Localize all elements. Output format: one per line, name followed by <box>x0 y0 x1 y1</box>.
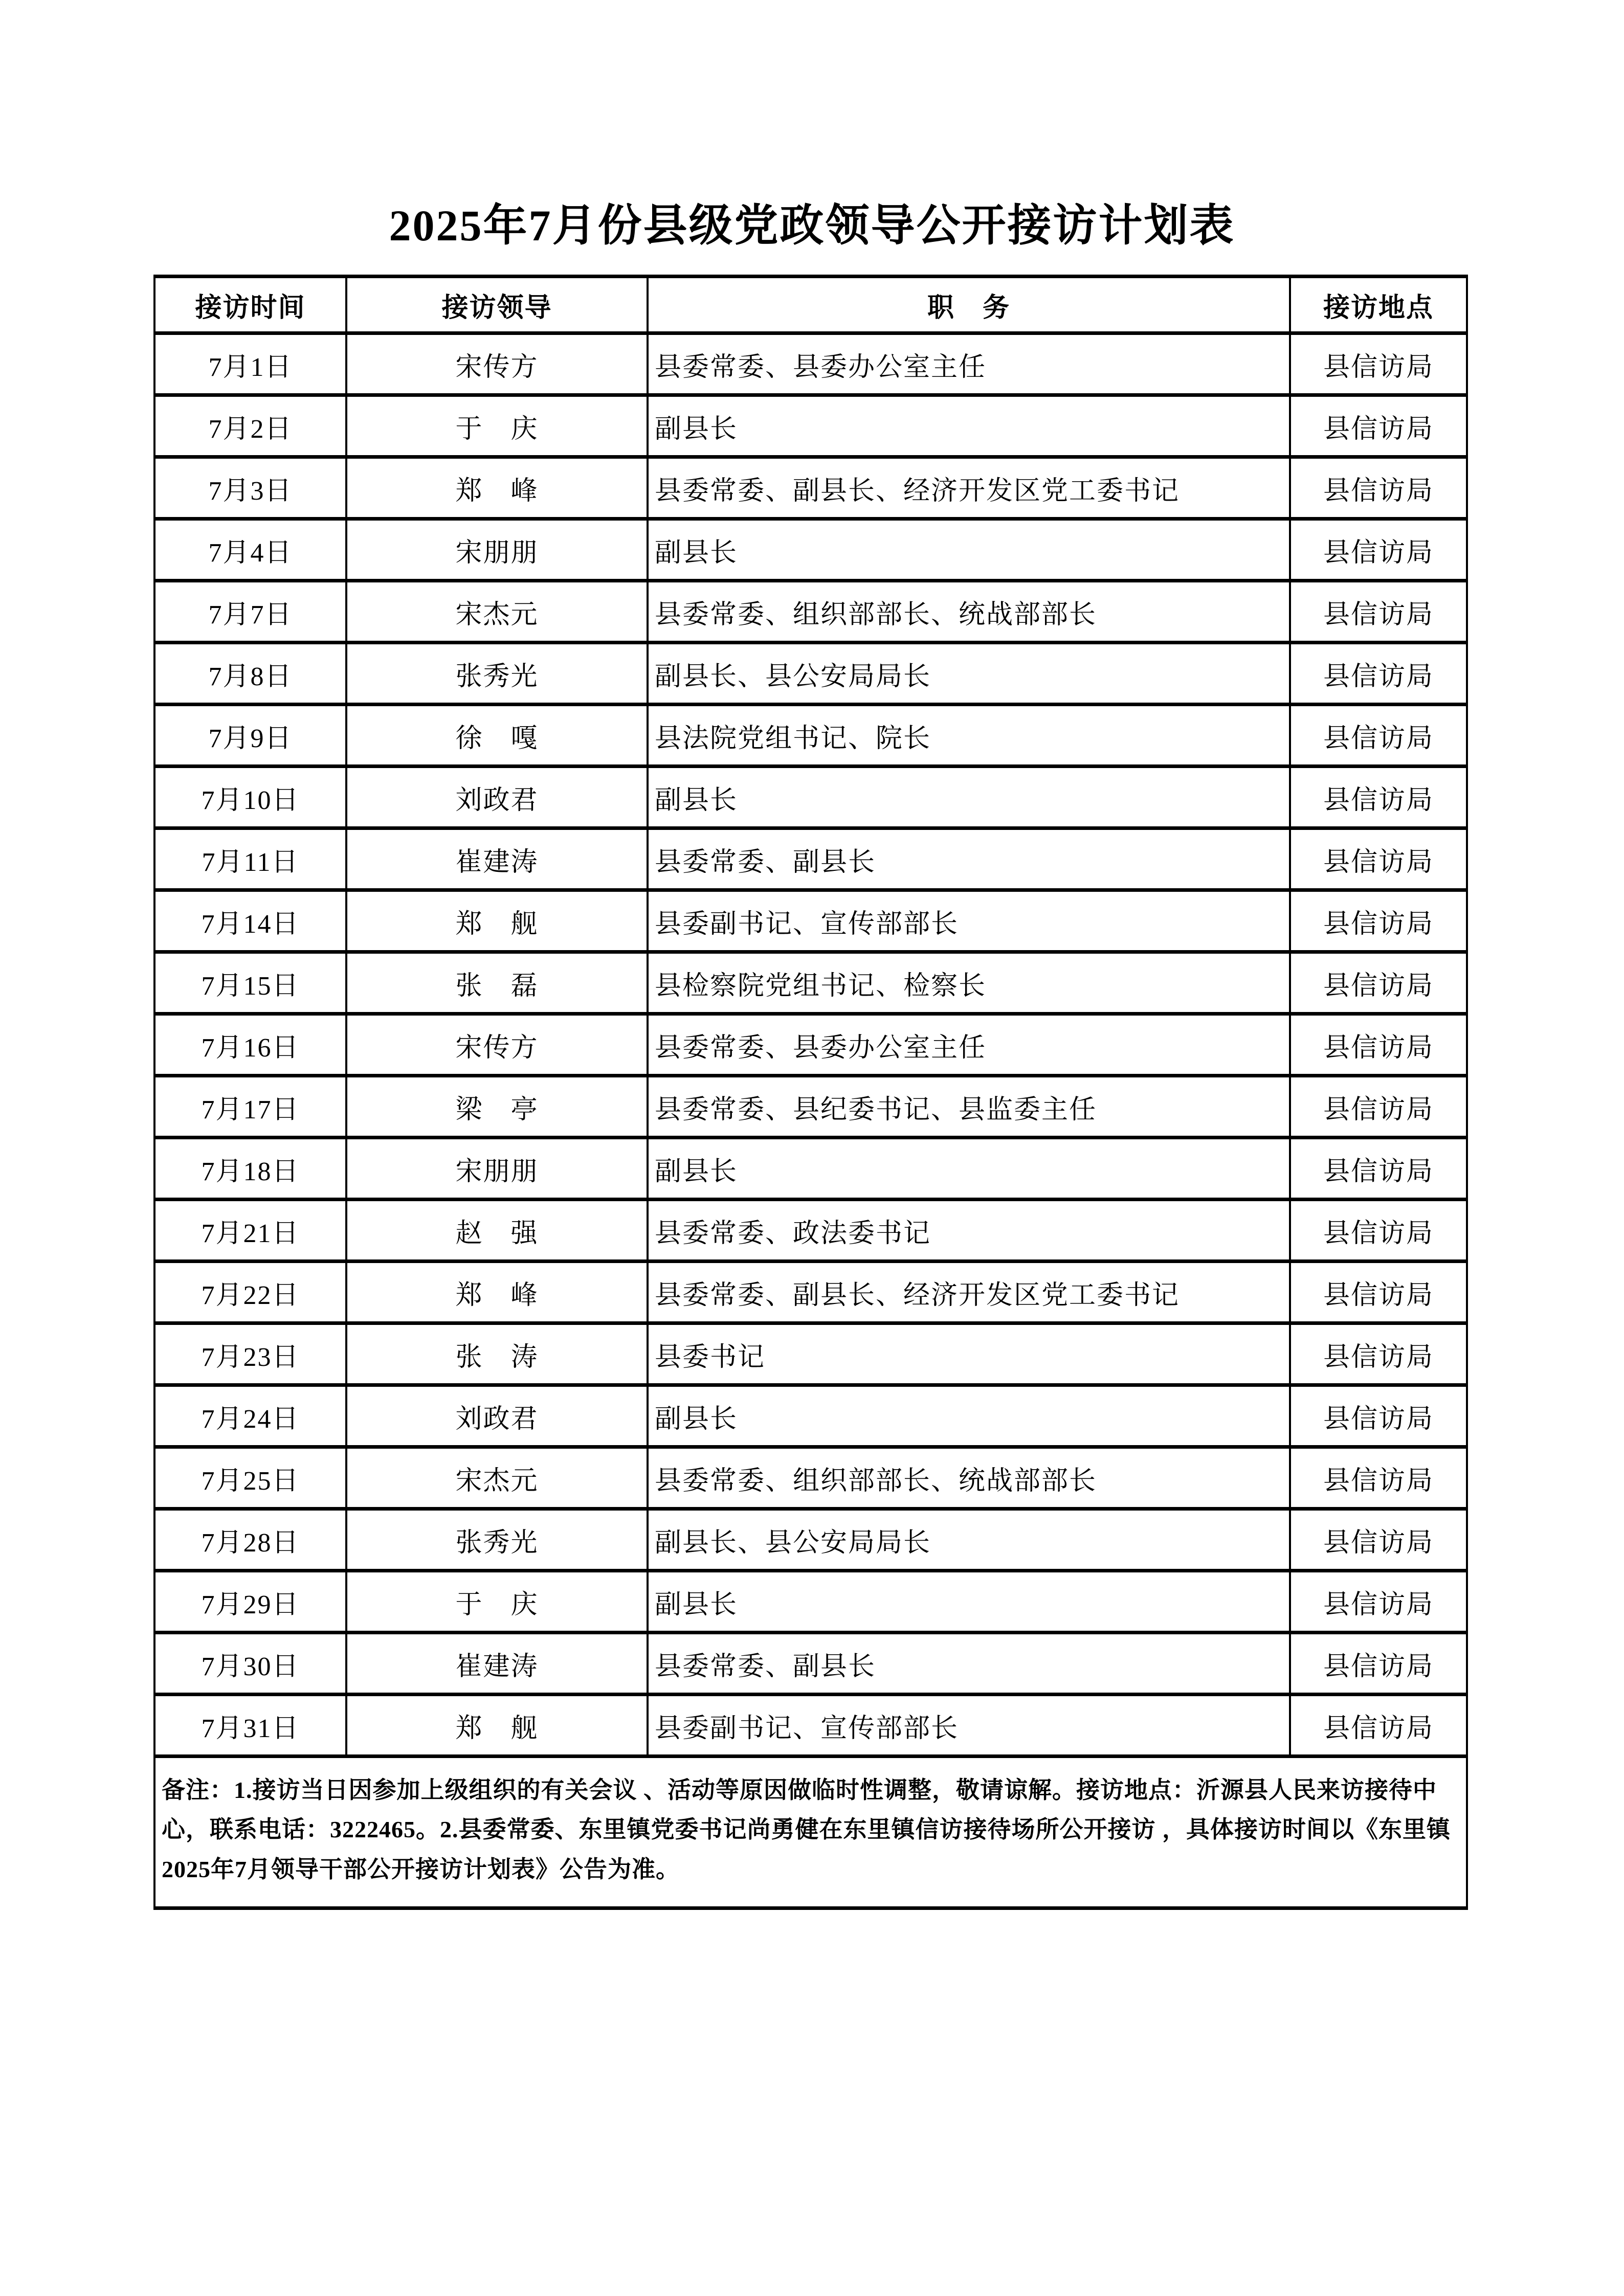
table-row <box>154 1571 1467 1633</box>
header-visit-time: 接访时间 <box>154 277 346 333</box>
cell-date: 7月29日 <box>154 1571 346 1633</box>
cell-location: 县信访局 <box>1290 581 1467 643</box>
cell-location: 县信访局 <box>1290 457 1467 519</box>
cell-leader: 宋杰元 <box>346 1447 648 1509</box>
cell-position: 县委常委、副县长、经济开发区党工委书记 <box>648 457 1290 519</box>
cell-date: 7月21日 <box>154 1200 346 1262</box>
cell-location: 县信访局 <box>1290 1200 1467 1262</box>
cell-location: 县信访局 <box>1290 890 1467 952</box>
cell-position: 副县长 <box>648 395 1290 457</box>
table-row <box>154 1262 1467 1323</box>
table-row <box>154 1695 1467 1757</box>
header-row <box>154 277 1467 333</box>
cell-location: 县信访局 <box>1290 1447 1467 1509</box>
cell-leader: 宋杰元 <box>346 581 648 643</box>
table-row <box>154 519 1467 581</box>
cell-date: 7月30日 <box>154 1633 346 1695</box>
cell-location: 县信访局 <box>1290 395 1467 457</box>
cell-position: 县委副书记、宣传部部长 <box>648 890 1290 952</box>
cell-position: 县委常委、副县长 <box>648 828 1290 890</box>
cell-position: 县委常委、组织部部长、统战部部长 <box>648 581 1290 643</box>
cell-location: 县信访局 <box>1290 705 1467 767</box>
cell-location: 县信访局 <box>1290 1076 1467 1138</box>
cell-location: 县信访局 <box>1290 1262 1467 1323</box>
cell-position: 县委常委、政法委书记 <box>648 1200 1290 1262</box>
cell-leader: 郑 舰 <box>346 890 648 952</box>
cell-location: 县信访局 <box>1290 952 1467 1014</box>
table-row <box>154 1633 1467 1695</box>
table-row <box>154 1509 1467 1571</box>
cell-date: 7月7日 <box>154 581 346 643</box>
table-row <box>154 333 1467 395</box>
cell-leader: 郑 舰 <box>346 1695 648 1757</box>
cell-location: 县信访局 <box>1290 519 1467 581</box>
table-row <box>154 1323 1467 1385</box>
cell-leader: 宋朋朋 <box>346 519 648 581</box>
cell-date: 7月23日 <box>154 1323 346 1385</box>
cell-date: 7月11日 <box>154 828 346 890</box>
table-row <box>154 457 1467 519</box>
cell-date: 7月28日 <box>154 1509 346 1571</box>
cell-leader: 张 磊 <box>346 952 648 1014</box>
cell-location: 县信访局 <box>1290 643 1467 705</box>
cell-leader: 梁 亭 <box>346 1076 648 1138</box>
cell-leader: 崔建涛 <box>346 1633 648 1695</box>
cell-position: 县委常委、副县长 <box>648 1633 1290 1695</box>
cell-position: 副县长 <box>648 767 1290 828</box>
cell-position: 副县长、县公安局局长 <box>648 643 1290 705</box>
cell-location: 县信访局 <box>1290 767 1467 828</box>
cell-leader: 崔建涛 <box>346 828 648 890</box>
table-row <box>154 1200 1467 1262</box>
table-row <box>154 828 1467 890</box>
cell-location: 县信访局 <box>1290 828 1467 890</box>
cell-location: 县信访局 <box>1290 1323 1467 1385</box>
schedule-table-body <box>154 333 1467 1757</box>
cell-position: 副县长 <box>648 519 1290 581</box>
cell-position: 县检察院党组书记、检察长 <box>648 952 1290 1014</box>
table-row <box>154 643 1467 705</box>
cell-position: 副县长 <box>648 1571 1290 1633</box>
cell-leader: 宋传方 <box>346 1014 648 1076</box>
cell-position: 县委常委、县委办公室主任 <box>648 333 1290 395</box>
cell-position: 县委常委、县委办公室主任 <box>648 1014 1290 1076</box>
table-row <box>154 767 1467 828</box>
cell-location: 县信访局 <box>1290 333 1467 395</box>
page-title: 2025年7月份县级党政领导公开接访计划表 <box>389 201 1235 250</box>
cell-location: 县信访局 <box>1290 1014 1467 1076</box>
cell-position: 县委书记 <box>648 1323 1290 1385</box>
cell-date: 7月1日 <box>154 333 346 395</box>
cell-date: 7月3日 <box>154 457 346 519</box>
cell-position: 副县长 <box>648 1385 1290 1447</box>
cell-date: 7月9日 <box>154 705 346 767</box>
cell-position: 县委常委、县纪委书记、县监委主任 <box>648 1076 1290 1138</box>
cell-date: 7月4日 <box>154 519 346 581</box>
cell-leader: 刘政君 <box>346 767 648 828</box>
cell-date: 7月18日 <box>154 1138 346 1200</box>
table-row <box>154 1447 1467 1509</box>
cell-date: 7月8日 <box>154 643 346 705</box>
table-row <box>154 1076 1467 1138</box>
cell-location: 县信访局 <box>1290 1571 1467 1633</box>
cell-location: 县信访局 <box>1290 1695 1467 1757</box>
cell-leader: 张 涛 <box>346 1323 648 1385</box>
cell-date: 7月17日 <box>154 1076 346 1138</box>
cell-position: 县法院党组书记、院长 <box>648 705 1290 767</box>
table-row <box>154 890 1467 952</box>
header-visit-location: 接访地点 <box>1290 277 1467 333</box>
cell-location: 县信访局 <box>1290 1633 1467 1695</box>
cell-leader: 刘政君 <box>346 1385 648 1447</box>
table-row <box>154 952 1467 1014</box>
cell-leader: 宋传方 <box>346 333 648 395</box>
cell-position: 县委副书记、宣传部部长 <box>648 1695 1290 1757</box>
table-row <box>154 705 1467 767</box>
cell-leader: 宋朋朋 <box>346 1138 648 1200</box>
table-row <box>154 395 1467 457</box>
table-row <box>154 581 1467 643</box>
cell-date: 7月24日 <box>154 1385 346 1447</box>
cell-leader: 张秀光 <box>346 643 648 705</box>
cell-leader: 于 庆 <box>346 395 648 457</box>
cell-date: 7月14日 <box>154 890 346 952</box>
cell-leader: 郑 峰 <box>346 1262 648 1323</box>
cell-leader: 张秀光 <box>346 1509 648 1571</box>
header-position: 职 务 <box>648 277 1290 333</box>
cell-leader: 郑 峰 <box>346 457 648 519</box>
notes-cell: 备注：1.接访当日因参加上级组织的有关会议 、活动等原因做临时性调整，敬请谅解。接访地点：沂源县人民来访接待中心，联系电话：3222465。2.县委常委、东里镇党委书记尚勇健在东里镇信访接待场所公开接访 ，具体接访时间以《东里镇2025年7月领导干部公开接访计划表》公告为准。 <box>154 1757 1467 1908</box>
cell-leader: 赵 强 <box>346 1200 648 1262</box>
table-row <box>154 1014 1467 1076</box>
cell-position: 副县长 <box>648 1138 1290 1200</box>
cell-location: 县信访局 <box>1290 1138 1467 1200</box>
cell-position: 县委常委、副县长、经济开发区党工委书记 <box>648 1262 1290 1323</box>
cell-date: 7月2日 <box>154 395 346 457</box>
table-row <box>154 1138 1467 1200</box>
cell-leader: 徐 嘎 <box>346 705 648 767</box>
cell-location: 县信访局 <box>1290 1509 1467 1571</box>
cell-position: 副县长、县公安局局长 <box>648 1509 1290 1571</box>
cell-date: 7月16日 <box>154 1014 346 1076</box>
cell-date: 7月31日 <box>154 1695 346 1757</box>
cell-date: 7月15日 <box>154 952 346 1014</box>
cell-date: 7月25日 <box>154 1447 346 1509</box>
cell-location: 县信访局 <box>1290 1385 1467 1447</box>
cell-leader: 于 庆 <box>346 1571 648 1633</box>
cell-date: 7月22日 <box>154 1262 346 1323</box>
schedule-table <box>153 275 1468 1910</box>
cell-position: 县委常委、组织部部长、统战部部长 <box>648 1447 1290 1509</box>
table-row <box>154 1385 1467 1447</box>
notes-row <box>154 1757 1467 1908</box>
cell-date: 7月10日 <box>154 767 346 828</box>
header-visit-leader: 接访领导 <box>346 277 648 333</box>
